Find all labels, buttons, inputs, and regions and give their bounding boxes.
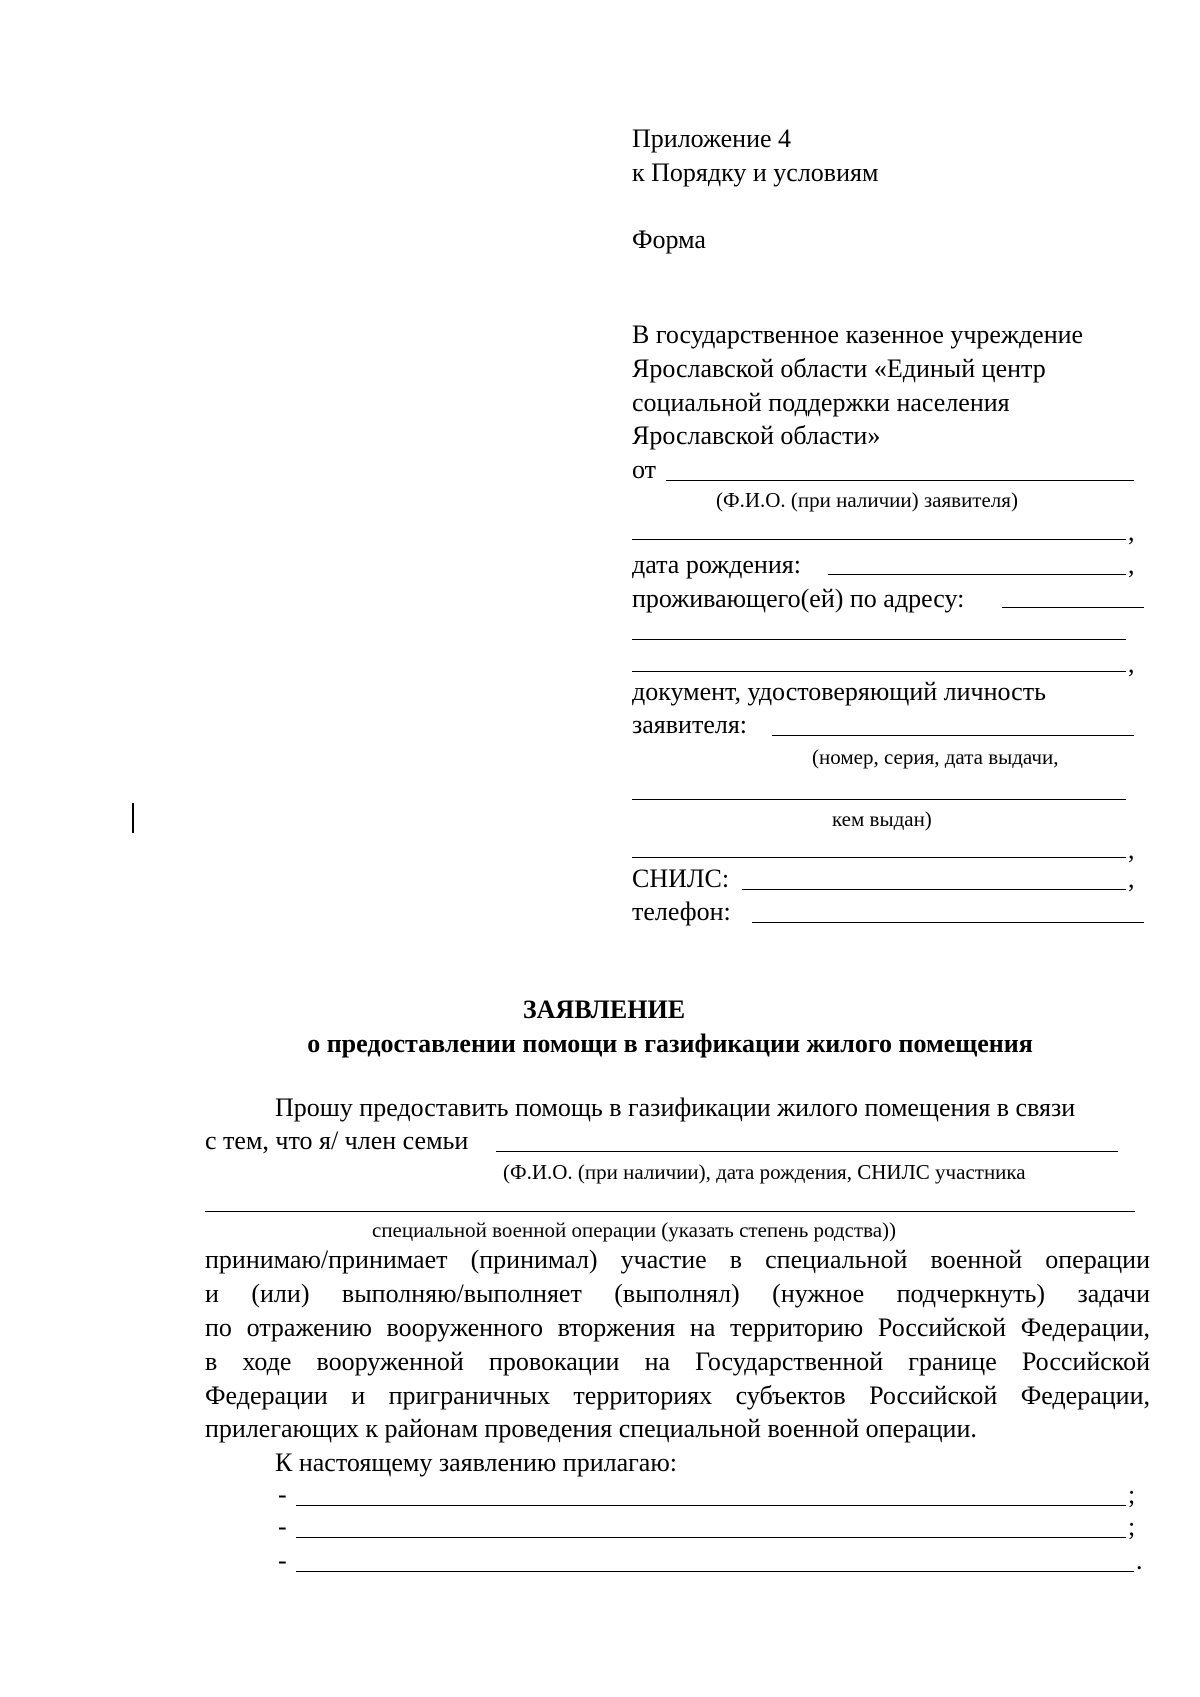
attachment-end: ;	[1128, 1480, 1136, 1509]
paragraph-line-6: прилегающих к районам проведения специальной военной операции.	[205, 1414, 977, 1443]
addressee-line-3: социальной поддержки населения	[632, 388, 1010, 417]
fio-blank-line[interactable]	[666, 480, 1134, 481]
comma: ,	[1128, 517, 1135, 546]
attachment-dash: -	[278, 1480, 287, 1509]
attachment-end: .	[1136, 1546, 1143, 1575]
identity-document-label: документ, удостоверяющий личность	[632, 677, 1046, 706]
paragraph-line-3: по отражению вооруженного вторжения на территорию Российской Федерации,	[205, 1313, 1150, 1342]
address-label: проживающего(ей) по адресу:	[632, 584, 965, 613]
addressee-line-2: Ярославской области «Единый центр	[632, 354, 1046, 383]
attachment-end: ;	[1128, 1512, 1136, 1541]
paragraph-line-5: Федерации и приграничных территориях субъектов Российской Федерации,	[205, 1381, 1150, 1410]
family-member-hint-2: специальной военной операции (указать степень родства))	[372, 1218, 897, 1242]
appendix-reference: к Порядку и условиям	[632, 158, 879, 187]
document-hint-2: кем выдан)	[832, 807, 932, 831]
document-hint-1: (номер, серия, дата выдачи,	[812, 745, 1059, 769]
form-label: Форма	[632, 225, 706, 254]
paragraph-line-2: и (или) выполняю/выполняет (выполнял) (нужное подчеркнуть) задачи	[205, 1279, 1150, 1308]
paragraph-line-1: принимаю/принимает (принимал) участие в специальной военной операции	[205, 1245, 1150, 1274]
comma: ,	[1128, 864, 1135, 893]
text-cursor	[132, 803, 134, 833]
attachment-dash: -	[278, 1546, 287, 1575]
attachment-dash: -	[278, 1512, 287, 1541]
comma: ,	[1128, 835, 1135, 864]
fio-hint: (Ф.И.О. (при наличии) заявителя)	[716, 488, 1018, 512]
comma: ,	[1128, 550, 1135, 579]
identity-document-line[interactable]	[772, 735, 1134, 736]
identity-document-line-2[interactable]	[632, 799, 1126, 800]
snils-label: СНИЛС:	[632, 864, 730, 893]
paragraph-line-4: в ходе вооруженной провокации на Государственной границе Российской	[205, 1347, 1150, 1376]
address-line-1[interactable]	[1002, 607, 1144, 608]
request-line-2: с тем, что я/ член семьи	[205, 1126, 469, 1155]
addressee-line-4: Ярославской области»	[632, 421, 881, 450]
family-member-hint-1: (Ф.И.О. (при наличии), дата рождения, СНИЛС участника	[503, 1160, 1026, 1184]
phone-line[interactable]	[752, 922, 1144, 923]
attachment-line-1[interactable]	[296, 1505, 1126, 1506]
fio-continuation-line[interactable]	[632, 539, 1126, 540]
phone-label: телефон:	[632, 897, 731, 926]
from-label: от	[632, 455, 657, 484]
address-line-3[interactable]	[632, 671, 1126, 672]
birth-date-label: дата рождения:	[632, 550, 801, 579]
applicant-label: заявителя:	[632, 710, 748, 739]
addressee-line-1: В государственное казенное учреждение	[632, 320, 1084, 349]
document-title: ЗАЯВЛЕНИЕ	[522, 995, 686, 1024]
attachment-line-2[interactable]	[296, 1537, 1126, 1538]
snils-line[interactable]	[742, 889, 1126, 890]
family-member-line-2[interactable]	[205, 1211, 1135, 1212]
birth-date-line[interactable]	[828, 574, 1126, 575]
attachment-line-3[interactable]	[296, 1571, 1134, 1572]
document-subtitle: о предоставлении помощи в газификации жилого помещения	[307, 1029, 1033, 1058]
attachments-intro: К настоящему заявлению прилагаю:	[275, 1448, 677, 1477]
comma: ,	[1128, 649, 1135, 678]
address-line-2[interactable]	[632, 639, 1126, 640]
identity-document-line-3[interactable]	[632, 857, 1126, 858]
appendix-number: Приложение 4	[632, 124, 792, 153]
request-line-1: Прошу предоставить помощь в газификации жилого помещения в связи	[275, 1093, 1076, 1122]
family-member-line[interactable]	[496, 1151, 1118, 1152]
